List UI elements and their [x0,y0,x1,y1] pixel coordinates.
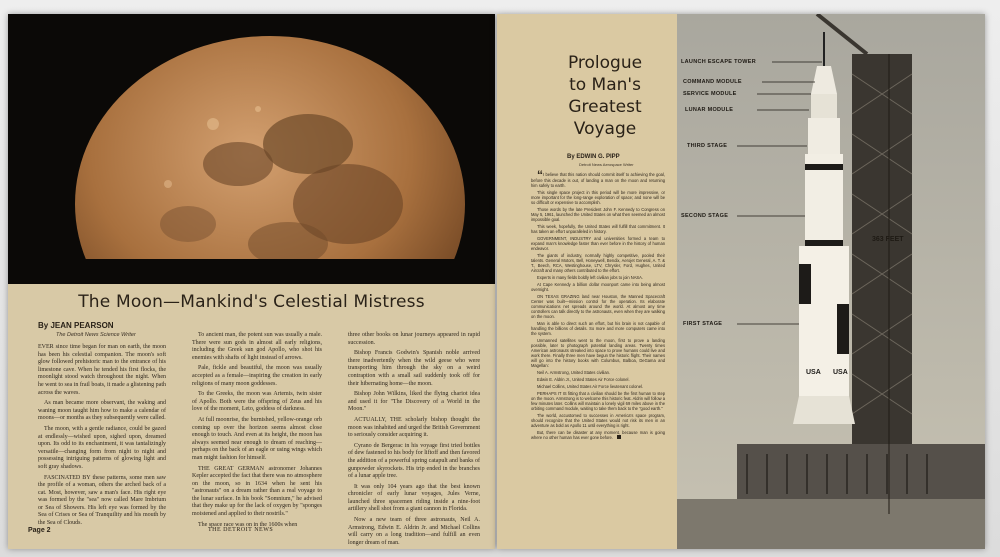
article-column-2 [192,332,322,532]
paragraph: GOVERNMENT, INDUSTRY and universities formed a team to expand man's knowledge faster than ever before in the history of human endeavor. [531,236,665,251]
paragraph: This single space project in this period will be more impressive, or more important for the long-range exploration of space; and none will be so difficult or expensive to accomplish. [531,190,665,205]
paragraph [531,168,665,188]
paragraph: The moon, with a gentle radiance, could be gazed at endlessly—wished upon, sighed upon, dreamed upon. Its odd to its enchantment, it was tantalizingly versatile—changing form from night to night and possessing intriguing patterns of glowing light and soft gray shadows. [38,425,166,470]
end-mark-icon [617,435,621,439]
paragraph: Pale, fickle and beautiful, the moon was usually accepted as a female—inspiring the creation in early religions of many moon goddesses. [192,365,322,387]
label-first-stage: FIRST STAGE [683,321,723,327]
paragraph: It was only 104 years ago that the best known chronicler of early lunar voyages, Jules Verne, launched three spacemen riding inside a nine-foot artillery shell shot from a giant cannon in Florida. [348,483,480,513]
paragraph: Unmanned satellites went to the moon, first to prove a landing possible, later to photograph potential landing areas. Twenty times American astronauts streaked into space to prove humans could live and work there. Finally three men have begun the historic flight. Their names will go into the history books with Columbus, Balboa, DeGama and Magellan: [531,338,665,368]
title-line: Greatest [568,97,642,117]
label-launch-escape-tower: LAUNCH ESCAPE TOWER [681,59,756,65]
paragraph: Now a new team of three astronauts, Neil A. Armstrong, Edwin E. Aldrin Jr. and Michael Collins will carry on a long tradition—and fulfill an even longer dream of man. [348,517,480,546]
paragraph: The world, accustomed to successes in America's space program, should recognize that the United States would not risk its men in an adventure as bold as Apollo 11 until everything is right. [531,413,665,428]
paragraph-text: But, there can be disaster at any moment, because man is going where no other human has ever gone before. [531,430,665,440]
article-title: The Moon—Mankind's Celestial Mistress [78,292,425,312]
moon-image-icon [8,14,495,284]
paragraph: Bishop John Wilkins, liked the flying chariot idea and used it for "The Discovery of a World in the Moon." [348,391,480,413]
paragraph: The space race was on in the 1600s when [198,521,298,528]
paragraph: At Cape Kennedy a billion dollar moonport came into being almost overnight. [531,282,665,292]
article-column-3 [348,332,480,549]
paragraph: Edwin E. Aldrin Jr., United States Air Force colonel. [537,377,630,382]
rocket-photograph [677,14,985,549]
paragraph: PERHAPS IT IS fitting that a civilian should be the first human to step on the moon. Armstrong is to welcome this historic feat. Aldrin will follow a few minutes later. Collins will maintain a lonely vigil 69 miles above in the orbiting command module, waiting to take them back to the "good earth." [531,391,665,411]
left-page [8,14,495,549]
paragraph: FASCINATED BY these patterns, some men saw the profile of a woman, others the arched back of a cat. Most, however, saw a man's face. His right eye was formed by the "sea" now called Mare Imbrium or Sea of Showers. His left eye was formed by the Sea of Crises or Sea of Tranquility and his mouth by the Sea of Clouds. [38,474,166,527]
title-line: Prologue [567,53,643,73]
label-lunar-module: LUNAR MODULE [685,107,734,113]
paragraph: Bishop Francis Godwin's Spanish noble arrived there inadvertently when the wild geese who were transporting him through the sky on a weird contraption with a small sail suddenly took off for their hibernating home—the moon. [348,350,480,387]
label-service-module: SERVICE MODULE [683,91,737,97]
article-title [535,52,675,140]
paragraph: ON TEXAS GRAZING land near Houston, the Manned Spacecraft Center was built—mission control for the operation. Its elaborate communications net spreads around the world. At almost any time controllers can talk directly to the astronauts, even when they are walking on the moon. [531,294,665,319]
article-body [531,168,665,442]
paragraph: As man became more observant, the waking and waning moon taught him how to make a calendar of moons—or months as they subsequently were called. [38,400,166,422]
page-footer: THE DETROIT NEWS [208,527,274,533]
paragraph: To ancient man, the potent sun was usually a male. There were sun gods in almost all early religions, including the Greek sun god Apollo, who shot his enemies with shafts of light instead of arrows. [192,332,322,361]
paragraph: Those words by the late President John F. Kennedy to Congress on May 5, 1961, launched the United States on what then seemed an almost impossible goal. [531,207,665,222]
label-third-stage: THIRD STAGE [687,143,728,149]
paragraph: Michael Collins, United States Air Force lieutenant colonel. [537,384,644,389]
paragraph: Experts in many fields boldly left civilian jobs to join NASA. [537,275,644,280]
byline-subtitle: The Detroit News Science Writer [56,332,136,338]
height-label: 363 FEET [872,236,904,243]
paragraph: THE GREAT GERMAN astronomer Johannes Kepler accepted the fact that there was no atmosphere on the moon, so in 1634 when he sent his "astronauts" on a dream rather than a real voyage to the lunar surface. In his book "Somnium," he advised that they make up for the lack of oxygen by "sponges moistened and applied to their nostrils." [192,465,322,518]
paragraph [531,430,665,440]
label-command-module: COMMAND MODULE [683,79,742,85]
paragraph: three other books on lunar journeys appeared in rapid succession. [348,332,480,346]
paragraph: The giants of industry, normally highly competitive, pooled their talents. General Motors, Bell, Honeywell, Bendix, Aerojet General, A. T. & T., Beech, RCA, Westinghouse, LTV, Chrysler, Ford, Hughes, United Aircraft and many others contributed to the effort. [531,253,665,273]
title-line: Voyage [573,119,637,139]
right-page [497,14,985,549]
article-column-1 [38,344,166,531]
rocket-marking: USA [806,369,821,376]
paragraph: Man is able to direct such an effort, but his brain is not capable of handling the billions of details. So more and more computers came into the system. [531,321,665,336]
paragraph: EVER since time began for man on earth, the moon has been his celestial companion. The moon's soft glow followed prehistoric man to the entrance of his limestone cave. When he tended his first flocks, the moonlight stood watch throughout the night. When he went to sea in frail boats, it made a glistening path across the waves. [38,344,166,396]
paragraph: ACTUALLY, THE scholarly bishop thought the moon was inhabited and urged the British Government to seriously consider acquiring it. [348,416,480,439]
paragraph: Neil A. Armstrong, United States civilian. [537,370,611,375]
page-number: Page 2 [28,527,51,534]
paragraph: At full moonrise, the burnished, yellow-orange orb coming up over the horizon seems almost close enough to touch. And even at its height, the moon has always seemed near enough to dream of reaching—perhaps on the back of an eagle or using wings which man might fashion for himself. [192,416,322,461]
quote-mark-icon: “ [537,168,543,182]
title-line: to Man's [569,75,641,95]
byline-subtitle: Detroit News Aerospace Writer [579,162,634,167]
byline: By EDWIN G. PIPP [567,154,620,160]
paragraph: Cyrano de Bergerac in his voyage first tried bottles of dew fastened to his body for liftoff and then favored the addition of a powerful spring catapult and banks of gunpowder skyrockets. His trip ended in the branches of a lunar apple tree. [348,442,480,480]
rocket-marking: USA [833,369,848,376]
moon-photograph [8,14,495,284]
paragraph-text: I believe that this nation should commit itself to achieving the goal, before this decade is out, of landing a man on the moon and returning him safely to earth. [531,172,665,188]
label-second-stage: SECOND STAGE [681,213,729,219]
paragraph: To the Greeks, the moon was Artemis, twin sister of Apollo. Both were the offspring of Zeus and his love of the moment, Leto, goddess of darkness. [192,391,322,413]
byline: By JEAN PEARSON [38,321,114,330]
paragraph: This week, hopefully, the United States will fulfill that commitment. It has taken an effort unparalleled in history. [531,224,665,234]
